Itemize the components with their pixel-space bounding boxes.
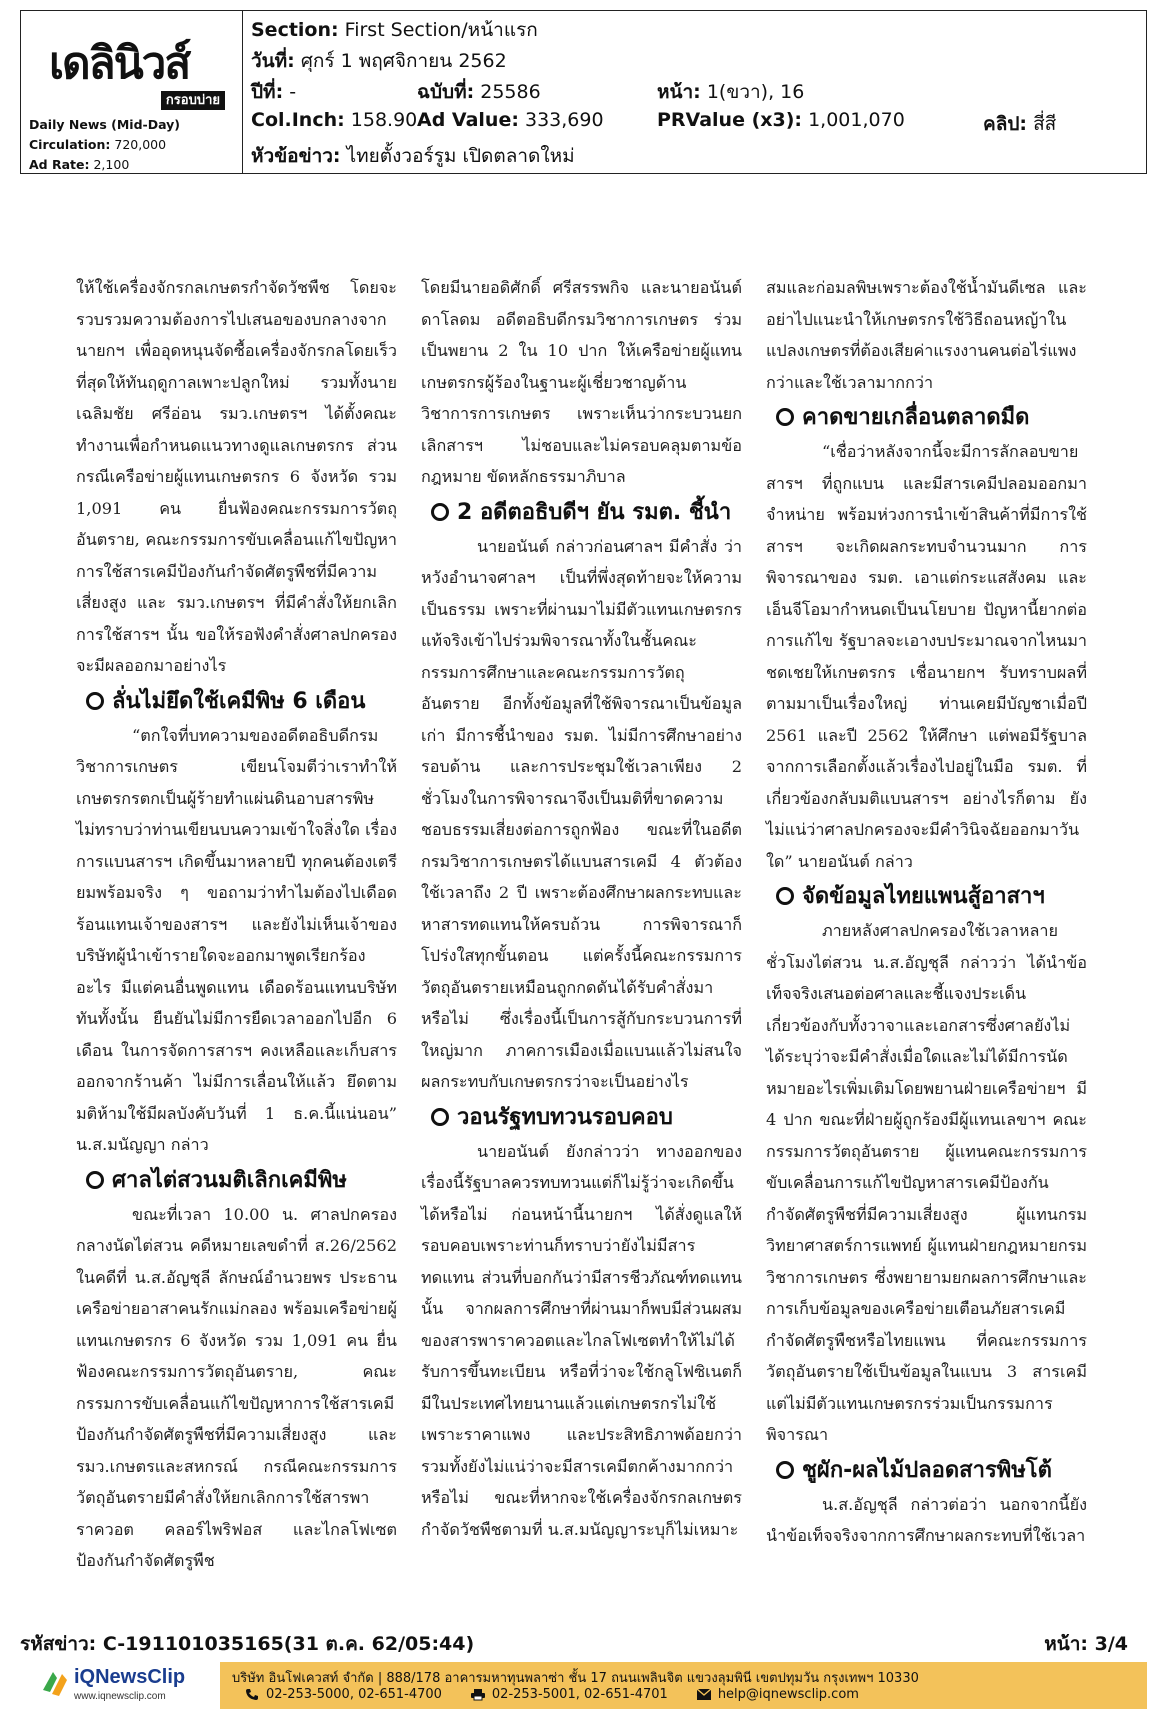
paragraph: น.ส.อัญชุลี กล่าวต่อว่า นอกจากนี้ยังนำข้อเท็จจริงจากการศึกษาผลกระทบที่ใช้เวลา bbox=[766, 1494, 1087, 1545]
clip-color-cell: คลิป: สี่สี bbox=[983, 113, 1057, 135]
advalue-cell: Ad Value: 333,690 bbox=[417, 109, 604, 131]
issue-cell: ฉบับที่: 25586 bbox=[417, 81, 541, 103]
subheading: ศาลไต่สวนมติเลิกเคมีพิษ bbox=[86, 1163, 397, 1199]
fax-contact: 02-253-5001, 02-651-4701 bbox=[470, 1687, 668, 1702]
prvalue-cell: PRValue (x3): 1,001,070 bbox=[657, 109, 905, 131]
page-cell: หน้า: 1(ขวา), 16 bbox=[657, 81, 805, 103]
subheading: จัดข้อมูลไทยแพนสู้อาสาฯ bbox=[776, 879, 1087, 915]
iqnewsclip-logo bbox=[20, 1662, 220, 1709]
publication-brand bbox=[21, 11, 243, 173]
date-row: วันที่: ศุกร์ 1 พฤศจิกายน 2562 bbox=[251, 50, 507, 72]
article-column-2 bbox=[421, 272, 742, 1539]
circle-bullet-icon bbox=[86, 1171, 104, 1189]
publication-meta bbox=[29, 115, 180, 175]
publication-name: Daily News (Mid-Day) bbox=[29, 117, 181, 132]
subheading: ลั่นไม่ยึดใช้เคมีพิษ 6 เดือน bbox=[86, 684, 397, 720]
provider-address: บริษัท อินโฟเควสท์ จำกัด | 888/178 อาคารมหาทุนพลาซ่า ชั้น 17 ถนนเพลินจิต แขวงลุมพินี เขตปทุมวัน กรุงเทพฯ 10330 bbox=[232, 1671, 919, 1686]
subheading: คาดขายเกลื่อนตลาดมืด bbox=[776, 400, 1087, 436]
provider-footer bbox=[20, 1662, 1147, 1709]
paragraph: โดยมีนายอดิศักดิ์ ศรีสรรพกิจ และนายอนันต์ ดาโลดม อดีตอธิบดีกรมวิชาการเกษตร ร่วมเป็นพยาน 2 ใน 10 ปาก ให้เครือข่ายผู้แทนเกษตรกรผู้ร้องในฐานะผู้เชี่ยวชาญด้านวิชาการการเกษตร เพราะเห็นว่ากระบวนยกเลิกสารฯ ไม่ชอบและไม่ครอบคลุมตามข้อกฎหมาย ขัดหลักธรรมาภิบาล bbox=[421, 278, 742, 486]
subheading: 2 อดีตอธิบดีฯ ยัน รมต. ชี้นำ bbox=[431, 495, 742, 531]
subheading: วอนรัฐทบทวนรอบคอบ bbox=[431, 1100, 742, 1136]
news-code: รหัสข่าว: C-191101035165(31 ต.ค. 62/05:44) bbox=[20, 1633, 475, 1655]
paragraph: นายอนันต์ ยังกล่าวว่า ทางออกของเรื่องนี้รัฐบาลควรทบทวนแต่ก็ไม่รู้ว่าจะเกิดขึ้นได้หรือไม่ ก่อนหน้านี้นายกฯ ได้สั่งดูแลให้รอบคอบเพราะท่านก็ทราบว่ายังไม่มีสารทดแทน ส่วนที่บอกกันว่ามีสารชีวภัณฑ์ทดแทนนั้น จากผลการศึกษาที่ผ่านมาก็พบมีส่วนผสมของสารพาราควอตและไกลโฟเซตทำให้ไม่ได้รับการขึ้นทะเบียน หรือที่ว่าจะใช้กลูโฟซิเนตก็มีในประเทศไทยนานแล้วแต่เกษตรกรไม่ใช้เพราะราคาแพง และประสิทธิภาพด้อยกว่า รวมทั้งยังไม่แน่ว่าจะมีสารเคมีตกค้างมากกว่าหรือไม่ ขณะที่หากจะใช้เครื่องจักรกลเกษตรกำจัดวัชพืชตามที่ น.ส.มนัญญาระบุก็ไม่เหมาะ bbox=[421, 1141, 742, 1539]
logo-edition: กรอบบ่าย bbox=[161, 91, 225, 110]
provider-name: iQNewsClip bbox=[74, 1666, 186, 1688]
circle-bullet-icon bbox=[776, 887, 794, 905]
paragraph: ให้ใช้เครื่องจักรกลเกษตรกำจัดวัชพืช โดยจะรวบรวมความต้องการไปเสนอของบกลางจากนายกฯ เพื่ออุดหนุนจัดซื้อเครื่องจักรกลโดยเร็วที่สุดให้ทันฤดูกาลเพาะปลูกใหม่ รวมทั้งนายเฉลิมชัย ศรีอ่อน รมว.เกษตรฯ ได้ตั้งคณะทำงานเพื่อกำหนดแนวทางดูแลเกษตรกร ส่วนกรณีเครือข่ายผู้แทนเกษตรกร 6 จังหวัด รวม 1,091 คน ยื่นฟ้องคณะกรรมการวัตถุอันตราย, คณะกรรมการขับเคลื่อนแก้ไขปัญหาการใช้สารเคมีป้องกันกำจัดศัตรูพืชที่มีความเสี่ยงสูง และ รมว.เกษตรฯ ที่มีคำสั่งให้ยกเลิกการใช้สารฯ นั้น ขอให้รอฟังคำสั่งศาลปกครองจะมีผลออกมาอย่างไร bbox=[76, 278, 397, 675]
paragraph: “เชื่อว่าหลังจากนี้จะมีการลักลอบขายสารฯ ที่ถูกแบน และมีสารเคมีปลอมออกมาจำหน่าย พร้อมห่วงการนำเข้าสินค้าที่มีการใช้สารฯ จะเกิดผลกระทบจำนวนมาก การพิจารณาของ รมต. เอาแต่กระแสสังคม และเอ็นจีโอมากำหนดเป็นนโยบาย ปัญหานี้ยากต่อการแก้ไข รัฐบาลจะเอางบประมาณจากไหนมาชดเชยให้เกษตรกร เชื่อนายกฯ รับทราบผลที่ตามมาเป็นเรื่องใหญ่ ท่านเคยมีบัญชาเมื่อปี 2561 และปี 2562 ให้ศึกษา แต่พอมีรัฐบาลจากการเลือกตั้งแล้วเรื่องไปอยู่ในมือ รมต. ที่เกี่ยวข้องกลับมติแบนสารฯ อย่างไรก็ตาม ยังไม่แน่ว่าศาลปกครองจะมีคำวินิจฉัยออกมาวันใด” นายอนันต์ กล่าว bbox=[766, 442, 1087, 871]
year-cell: ปีที่: - bbox=[251, 81, 297, 103]
logo-text: เดลินิวส์ bbox=[49, 38, 190, 89]
page-number: หน้า: 3/4 bbox=[1044, 1633, 1128, 1655]
iqnewsclip-logo-icon bbox=[40, 1668, 70, 1698]
circle-bullet-icon bbox=[776, 408, 794, 426]
ad-rate: Ad Rate: 2,100 bbox=[29, 157, 130, 172]
phone-icon bbox=[244, 1688, 260, 1701]
circle-bullet-icon bbox=[431, 1108, 449, 1126]
circulation: Circulation: 720,000 bbox=[29, 137, 167, 152]
paragraph: ภายหลังศาลปกครองใช้เวลาหลายชั่วโมงไต่สวน น.ส.อัญชุลี กล่าวว่า ได้นำข้อเท็จจริงเสนอต่อศาลและชี้แจงประเด็นเกี่ยวข้องกับทั้งวาจาและเอกสารซึ่งศาลยังไม่ได้ระบุว่าจะมีคำสั่งเมื่อใดและไม่ได้มีการนัดหมายอะไรเพิ่มเติมโดยพยานฝ่ายเครือข่ายฯ มี 4 ปาก ขณะที่ฝ่ายผู้ถูกร้องมีผู้แทนเลขาฯ คณะกรรมการวัตถุอันตราย ผู้แทนคณะกรรมการขับเคลื่อนการแก้ไขปัญหาสารเคมีป้องกันกำจัดศัตรูพืชที่มีความเสี่ยงสูง ผู้แทนกรมวิทยาศาสตร์การแพทย์ ผู้แทนฝ่ายกฎหมายกรมวิชาการเกษตร ซึ่งพยายามยกผลการศึกษาและการเก็บข้อมูลของเครือข่ายเตือนภัยสารเคมีกำจัดศัตรูพืชหรือไทยแพน ที่คณะกรรมการวัตถุอันตรายใช้เป็นข้อมูลในแบน 3 สารเคมี แต่ไม่มีตัวแทนเกษตรกรร่วมเป็นกรรมการพิจารณา bbox=[766, 921, 1087, 1444]
subheading: ชูผัก-ผลไม้ปลอดสารพิษโต้ bbox=[776, 1453, 1087, 1489]
headline-text: ไทยตั้งวอร์รูม เปิดตลาดใหม่ bbox=[346, 145, 575, 167]
provider-contacts bbox=[244, 1687, 859, 1702]
printer-icon bbox=[470, 1688, 486, 1701]
circle-bullet-icon bbox=[431, 503, 449, 521]
article-column-1 bbox=[76, 272, 397, 1570]
dailynews-logo bbox=[49, 37, 229, 113]
provider-contact bbox=[220, 1662, 1147, 1709]
circle-bullet-icon bbox=[776, 1461, 794, 1479]
section-row: Section: First Section/หน้าแรก bbox=[251, 19, 538, 41]
email-contact: help@iqnewsclip.com bbox=[696, 1687, 859, 1702]
provider-url: www.iqnewsclip.com bbox=[74, 1691, 166, 1702]
paragraph: ขณะที่เวลา 10.00 น. ศาลปกครองกลางนัดไต่สวน คดีหมายเลขดำที่ ส.26/2562 ในคดีที่ น.ส.อัญชุลี ลักษณ์อำนวยพร ประธานเครือข่ายอาสาคนรักแม่กลอง พร้อมเครือข่ายผู้แทนเกษตรกร 6 จังหวัด รวม 1,091 คน ยื่นฟ้องคณะกรรมการวัตถุอันตราย, คณะกรรมการขับเคลื่อนแก้ไขปัญหาการใช้สารเคมีป้องกันกำจัดศัตรูพืชที่มีความเสี่ยงสูง และรมว.เกษตรและสหกรณ์ กรณีคณะกรรมการวัตถุอันตรายมีคำสั่งให้ยกเลิกการใช้สารพาราควอต คลอร์ไพริฟอส และไกลโฟเซต ป้องกันกำจัดศัตรูพืช bbox=[76, 1204, 397, 1570]
article-column-3 bbox=[766, 272, 1087, 1545]
colinch-cell: Col.Inch: 158.90 bbox=[251, 109, 418, 131]
phone-contact: 02-253-5000, 02-651-4700 bbox=[244, 1687, 442, 1702]
paragraph: “ตกใจที่บทความของอดีตอธิบดีกรมวิชาการเกษตร เขียนโจมตีว่าเราทำให้เกษตรกรตกเป็นผู้ร้ายทำแผ่นดินอาบสารพิษ ไม่ทราบว่าท่านเขียนบนความเข้าใจสิ่งใด เรื่องการแบนสารฯ เกิดขึ้นมาหลายปี ทุกคนต้องเตรียมพร้อมจริง ๆ ขอถามว่าทำไมต้องไปเดือดร้อนแทนเจ้าของสารฯ และยังไม่เห็นเจ้าของบริษัทผู้นำเข้ารายใดจะออกมาพูดเรียกร้องอะไร มีแต่คนอื่นพูดแทน เดือดร้อนแทนบริษัททันทั้งนั้น ยืนยันไม่มีการยืดเวลาออกไปอีก 6 เดือน ในการจัดการสารฯ คงเหลือและเก็บสารออกจากร้านค้า ไม่มีการเลื่อนให้แล้ว ยึดตามมติห้ามใช้มีผลบังคับวันที่ 1 ธ.ค.นี้แน่นอน” น.ส.มนัญญา กล่าว bbox=[76, 725, 397, 1154]
clip-meta bbox=[243, 11, 1146, 173]
paragraph: สมและก่อมลพิษเพราะต้องใช้น้ำมันดีเซล และอย่าไปแนะนำให้เกษตรกรใช้วิธีถอนหญ้าในแปลงเกษตรที่ต้องเสียค่าแรงงานคนต่อไร่แพงกว่าและใช้เวลามากกว่า bbox=[766, 278, 1087, 392]
news-reference bbox=[20, 1629, 1140, 1659]
headline-row: หัวข้อข่าว: ไทยตั้งวอร์รูม เปิดตลาดใหม่ bbox=[251, 145, 575, 167]
envelope-icon bbox=[696, 1688, 712, 1701]
clip-header bbox=[20, 10, 1147, 174]
article-body bbox=[76, 272, 1088, 1570]
paragraph: นายอนันต์ กล่าวก่อนศาลฯ มีคำสั่ง ว่า หวังอำนาจศาลฯ เป็นที่พึ่งสุดท้ายจะให้ความเป็นธรรม เพราะที่ผ่านมาไม่มีตัวแทนเกษตรกรแท้จริงเข้าไปร่วมพิจารณาทั้งในชั้นคณะกรรมการศึกษาและคณะกรรมการวัตถุอันตราย อีกทั้งข้อมูลที่ใช้พิจารณาเป็นข้อมูลเก่า มีการชี้นำของ รมต. ไม่มีการศึกษาอย่างรอบด้าน และการประชุมใช้เวลาเพียง 2 ชั่วโมงในการพิจารณาจึงเป็นมติที่ขาดความชอบธรรมเสี่ยงต่อการถูกฟ้อง ขณะที่ในอดีตกรมวิชาการเกษตรได้แบนสารเคมี 4 ตัวต้องใช้เวลาถึง 2 ปี เพราะต้องศึกษาผลกระทบและหาสารทดแทนให้ครบถ้วน การพิจารณาก็โปร่งใสทุกขั้นตอน แต่ครั้งนี้คณะกรรมการวัตถุอันตรายเหมือนถูกกดดันได้รับคำสั่งมาหรือไม่ ซึ่งเรื่องนี้เป็นการสู้กับกระบวนการที่ใหญ่มาก ภาคการเมืองเมื่อแบนแล้วไม่สนใจผลกระทบกับเกษตรกรว่าจะเป็นอย่างไร bbox=[421, 536, 742, 1091]
circle-bullet-icon bbox=[86, 692, 104, 710]
